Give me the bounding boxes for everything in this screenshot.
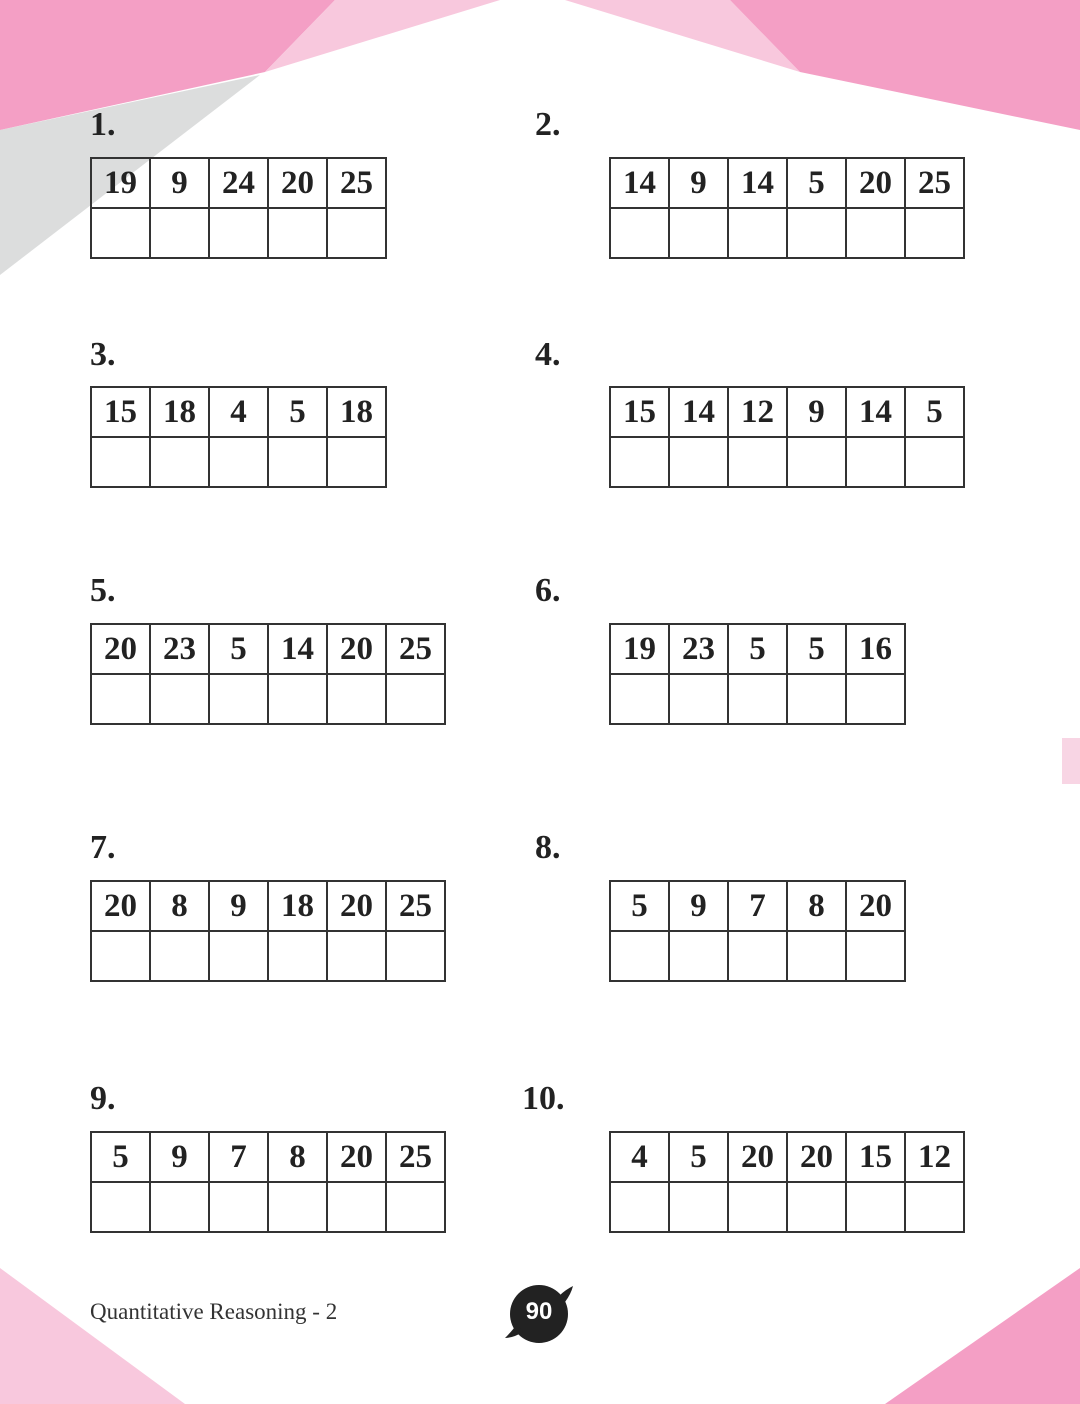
puzzle-table-10 bbox=[609, 1131, 965, 1233]
clue-cell: 7 bbox=[728, 881, 787, 931]
answer-cell[interactable] bbox=[728, 931, 787, 981]
answer-cell[interactable] bbox=[327, 208, 386, 258]
clue-cell: 9 bbox=[150, 1132, 209, 1182]
answer-cell[interactable] bbox=[91, 1182, 150, 1232]
clue-cell: 12 bbox=[728, 387, 787, 437]
answer-cell[interactable] bbox=[91, 208, 150, 258]
clue-cell: 20 bbox=[846, 158, 905, 208]
answer-cell[interactable] bbox=[610, 1182, 669, 1232]
answer-cell[interactable] bbox=[327, 674, 386, 724]
clue-row bbox=[91, 158, 386, 208]
answer-cell[interactable] bbox=[846, 674, 905, 724]
answer-cell[interactable] bbox=[268, 1182, 327, 1232]
answer-cell[interactable] bbox=[728, 437, 787, 487]
answer-cell[interactable] bbox=[386, 674, 445, 724]
clue-cell: 14 bbox=[610, 158, 669, 208]
question-number-7: 7. bbox=[90, 829, 116, 866]
clue-cell: 25 bbox=[905, 158, 964, 208]
clue-cell: 15 bbox=[91, 387, 150, 437]
clue-cell: 25 bbox=[386, 624, 445, 674]
clue-cell: 14 bbox=[846, 387, 905, 437]
answer-cell[interactable] bbox=[150, 931, 209, 981]
clue-cell: 25 bbox=[386, 881, 445, 931]
puzzle-table-5 bbox=[90, 623, 446, 725]
question-number-6: 6. bbox=[535, 572, 561, 609]
answer-cell[interactable] bbox=[728, 1182, 787, 1232]
question-number-5: 5. bbox=[90, 572, 116, 609]
clue-cell: 5 bbox=[209, 624, 268, 674]
answer-cell[interactable] bbox=[669, 931, 728, 981]
clue-row bbox=[610, 624, 905, 674]
clue-cell: 9 bbox=[669, 881, 728, 931]
clue-cell: 24 bbox=[209, 158, 268, 208]
answer-cell[interactable] bbox=[669, 674, 728, 724]
clue-row bbox=[610, 1132, 964, 1182]
puzzle-table-6 bbox=[609, 623, 906, 725]
clue-cell: 20 bbox=[91, 624, 150, 674]
question-number-4: 4. bbox=[535, 336, 561, 373]
answer-cell[interactable] bbox=[787, 931, 846, 981]
clue-cell: 19 bbox=[91, 158, 150, 208]
puzzle-table-3 bbox=[90, 386, 387, 488]
clue-cell: 19 bbox=[610, 624, 669, 674]
clue-row bbox=[91, 387, 386, 437]
answer-row bbox=[91, 674, 445, 724]
clue-cell: 14 bbox=[669, 387, 728, 437]
clue-row bbox=[91, 1132, 445, 1182]
answer-cell[interactable] bbox=[150, 437, 209, 487]
clue-cell: 9 bbox=[209, 881, 268, 931]
answer-row bbox=[91, 208, 386, 258]
puzzle-table-1 bbox=[90, 157, 387, 259]
clue-cell: 5 bbox=[610, 881, 669, 931]
answer-cell[interactable] bbox=[669, 1182, 728, 1232]
puzzle-table-4 bbox=[609, 386, 965, 488]
clue-cell: 20 bbox=[327, 1132, 386, 1182]
answer-cell[interactable] bbox=[209, 1182, 268, 1232]
answer-cell[interactable] bbox=[846, 437, 905, 487]
answer-cell[interactable] bbox=[268, 674, 327, 724]
question-number-9: 9. bbox=[90, 1080, 116, 1117]
clue-cell: 14 bbox=[728, 158, 787, 208]
answer-cell[interactable] bbox=[846, 931, 905, 981]
answer-cell[interactable] bbox=[150, 674, 209, 724]
clue-cell: 4 bbox=[610, 1132, 669, 1182]
answer-cell[interactable] bbox=[209, 674, 268, 724]
answer-cell[interactable] bbox=[150, 1182, 209, 1232]
answer-cell[interactable] bbox=[787, 208, 846, 258]
clue-cell: 7 bbox=[209, 1132, 268, 1182]
answer-cell[interactable] bbox=[669, 437, 728, 487]
clue-cell: 18 bbox=[268, 881, 327, 931]
answer-cell[interactable] bbox=[327, 1182, 386, 1232]
answer-cell[interactable] bbox=[268, 208, 327, 258]
answer-row bbox=[610, 674, 905, 724]
clue-cell: 8 bbox=[787, 881, 846, 931]
clue-cell: 18 bbox=[150, 387, 209, 437]
puzzle-table-7 bbox=[90, 880, 446, 982]
answer-row bbox=[610, 931, 905, 981]
question-number-3: 3. bbox=[90, 336, 116, 373]
clue-cell: 5 bbox=[787, 158, 846, 208]
answer-cell[interactable] bbox=[669, 208, 728, 258]
answer-cell[interactable] bbox=[905, 437, 964, 487]
clue-cell: 4 bbox=[209, 387, 268, 437]
answer-row bbox=[91, 931, 445, 981]
clue-cell: 25 bbox=[327, 158, 386, 208]
clue-cell: 20 bbox=[728, 1132, 787, 1182]
clue-cell: 9 bbox=[150, 158, 209, 208]
clue-cell: 8 bbox=[268, 1132, 327, 1182]
answer-cell[interactable] bbox=[787, 1182, 846, 1232]
clue-cell: 16 bbox=[846, 624, 905, 674]
question-number-2: 2. bbox=[535, 106, 561, 143]
clue-cell: 23 bbox=[669, 624, 728, 674]
answer-cell[interactable] bbox=[610, 931, 669, 981]
clue-cell: 5 bbox=[669, 1132, 728, 1182]
answer-cell[interactable] bbox=[610, 208, 669, 258]
clue-cell: 8 bbox=[150, 881, 209, 931]
answer-row bbox=[91, 437, 386, 487]
answer-row bbox=[91, 1182, 445, 1232]
question-number-1: 1. bbox=[90, 106, 116, 143]
clue-cell: 20 bbox=[91, 881, 150, 931]
clue-cell: 25 bbox=[386, 1132, 445, 1182]
answer-cell[interactable] bbox=[209, 437, 268, 487]
clue-cell: 5 bbox=[268, 387, 327, 437]
answer-cell[interactable] bbox=[728, 208, 787, 258]
bottom-right-pink-triangle bbox=[885, 1268, 1080, 1404]
answer-cell[interactable] bbox=[209, 931, 268, 981]
answer-cell[interactable] bbox=[91, 437, 150, 487]
answer-row bbox=[610, 1182, 964, 1232]
answer-cell[interactable] bbox=[846, 1182, 905, 1232]
answer-cell[interactable] bbox=[846, 208, 905, 258]
clue-cell: 5 bbox=[787, 624, 846, 674]
clue-cell: 12 bbox=[905, 1132, 964, 1182]
answer-cell[interactable] bbox=[386, 1182, 445, 1232]
clue-cell: 18 bbox=[327, 387, 386, 437]
answer-cell[interactable] bbox=[209, 208, 268, 258]
page-number: 90 bbox=[525, 1298, 553, 1325]
answer-cell[interactable] bbox=[610, 437, 669, 487]
clue-row bbox=[610, 158, 964, 208]
clue-cell: 5 bbox=[91, 1132, 150, 1182]
puzzle-table-8 bbox=[609, 880, 906, 982]
question-number-8: 8. bbox=[535, 829, 561, 866]
clue-cell: 23 bbox=[150, 624, 209, 674]
bottom-left-pink-triangle bbox=[0, 1268, 185, 1404]
answer-cell[interactable] bbox=[91, 674, 150, 724]
clue-cell: 20 bbox=[327, 881, 386, 931]
book-title: Quantitative Reasoning - 2 bbox=[90, 1299, 338, 1324]
puzzle-table-9 bbox=[90, 1131, 446, 1233]
answer-row bbox=[610, 437, 964, 487]
clue-cell: 14 bbox=[268, 624, 327, 674]
answer-row bbox=[610, 208, 964, 258]
answer-cell[interactable] bbox=[327, 437, 386, 487]
clue-row bbox=[91, 881, 445, 931]
answer-cell[interactable] bbox=[91, 931, 150, 981]
answer-cell[interactable] bbox=[905, 208, 964, 258]
clue-cell: 20 bbox=[327, 624, 386, 674]
answer-cell[interactable] bbox=[787, 437, 846, 487]
question-number-10: 10. bbox=[522, 1080, 565, 1117]
clue-cell: 15 bbox=[846, 1132, 905, 1182]
answer-cell[interactable] bbox=[728, 674, 787, 724]
clue-row bbox=[91, 624, 445, 674]
clue-row bbox=[610, 387, 964, 437]
answer-cell[interactable] bbox=[905, 1182, 964, 1232]
answer-cell[interactable] bbox=[787, 674, 846, 724]
clue-cell: 20 bbox=[787, 1132, 846, 1182]
clue-cell: 5 bbox=[728, 624, 787, 674]
answer-cell[interactable] bbox=[327, 931, 386, 981]
clue-cell: 5 bbox=[905, 387, 964, 437]
answer-cell[interactable] bbox=[268, 437, 327, 487]
clue-cell: 20 bbox=[268, 158, 327, 208]
clue-row bbox=[610, 881, 905, 931]
answer-cell[interactable] bbox=[610, 674, 669, 724]
answer-cell[interactable] bbox=[150, 208, 209, 258]
clue-cell: 15 bbox=[610, 387, 669, 437]
side-tab bbox=[1062, 738, 1080, 784]
answer-cell[interactable] bbox=[386, 931, 445, 981]
puzzle-table-2 bbox=[609, 157, 965, 259]
answer-cell[interactable] bbox=[268, 931, 327, 981]
clue-cell: 20 bbox=[846, 881, 905, 931]
clue-cell: 9 bbox=[669, 158, 728, 208]
clue-cell: 9 bbox=[787, 387, 846, 437]
